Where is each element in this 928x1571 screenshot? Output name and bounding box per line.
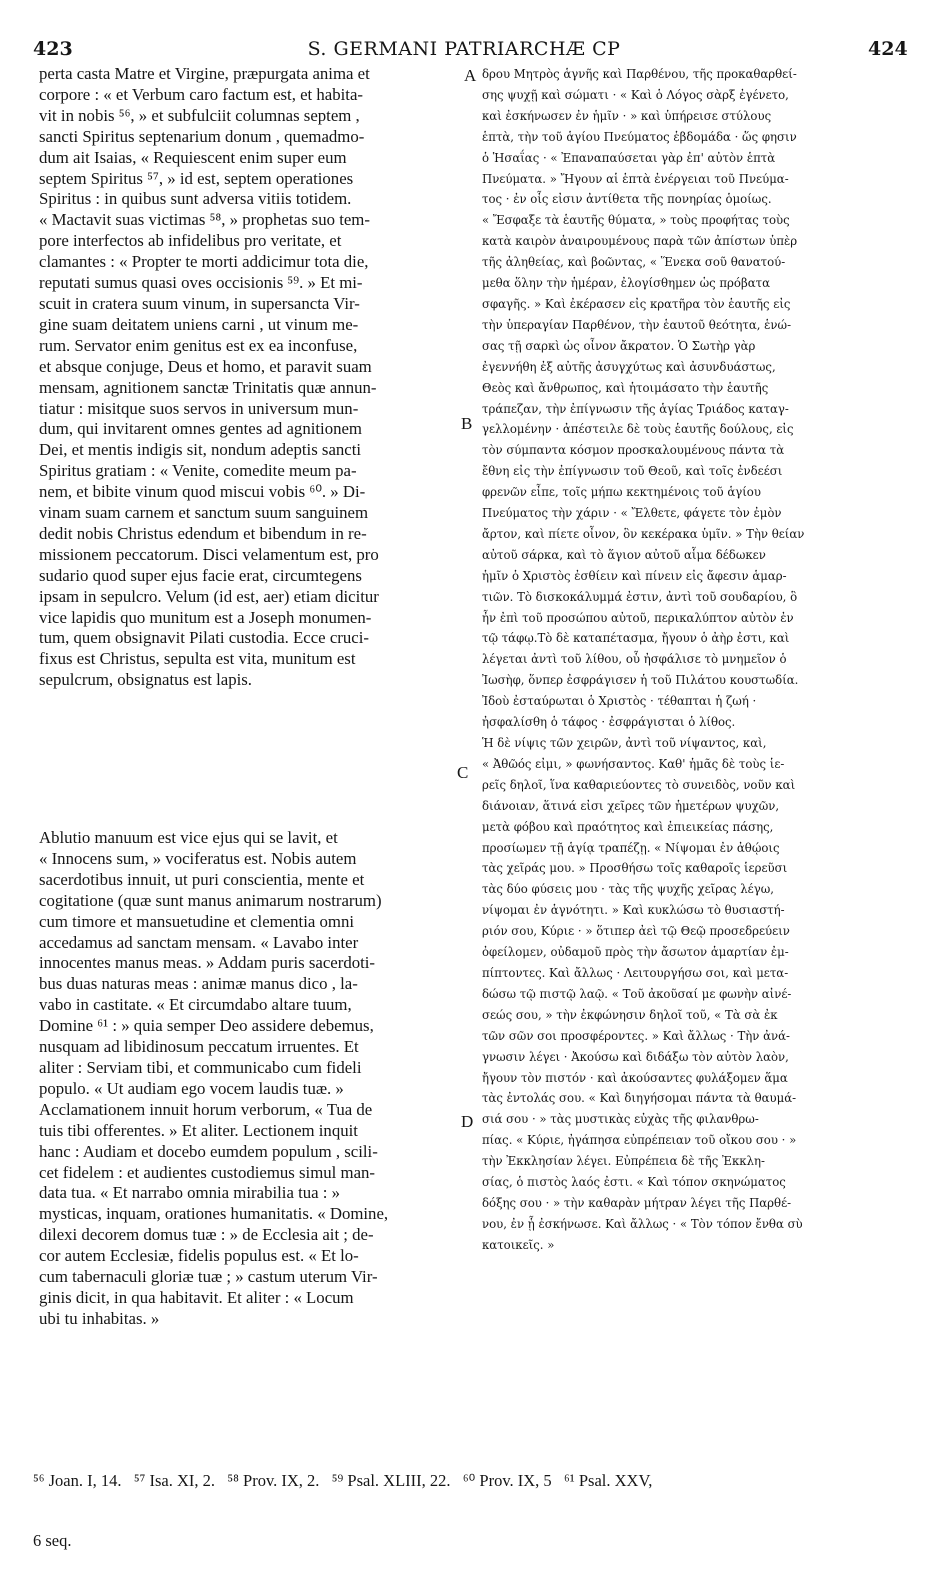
latin-line: cum tabernaculi gloriæ tuæ ; » castum uterum Vir- (39, 1267, 378, 1287)
latin-line: et absque conjuge, Deus et homo, et paravit suam (39, 356, 372, 376)
greek-line: τράπεζαν, τὴν ἐπίγνωσιν τῆς ἁγίας Τριάδος καταγ- (482, 401, 789, 416)
latin-line: data tua. « Et narrabo omnia mirabilia tua : » (39, 1183, 341, 1203)
greek-line: καὶ ἐσκήνωσεν ἐν ἡμῖν · » καὶ ὑπήρεισε στύλους (482, 108, 772, 123)
latin-line: aliter : Serviam tibi, et communicabo cum fideli (39, 1057, 362, 1077)
latin-line: bus duas naturas meas : animæ manus dico , la- (39, 974, 358, 994)
greek-line: ἠσφαλίσθη ὁ τάφος · ἐσφράγισται ὁ λίθος. (482, 715, 736, 730)
latin-line: vice lapidis quo munitum est a Joseph monumen- (39, 607, 372, 627)
greek-line: σίας, ὁ πιστὸς λαός ἐστι. « Καὶ τόπον σκηνώματος (482, 1175, 786, 1190)
latin-line: « Innocens sum, » vociferatus est. Nobis autem (39, 848, 357, 868)
greek-line: σεώς σου, » τὴν ἐκφώνησιν δηλοῖ τοῦ, « Τὰ σὰ ἐκ (482, 1007, 778, 1022)
greek-column (482, 64, 892, 1256)
greek-line: κατοικεῖς. » (482, 1237, 555, 1252)
greek-line: σιά σου · » τὰς μυστικὰς εὐχὰς τῆς φιλανθρω- (482, 1112, 759, 1127)
latin-line: mysticas, inquam, orationes humanitatis. « Domine, (39, 1204, 389, 1224)
latin-line: tuis tibi offerentes. » Et aliter. Lectionem inquit (39, 1120, 358, 1140)
greek-line: τὰς ἐντολάς σου. « Καὶ διηγήσομαι πάντα τὰ θαυμά- (482, 1091, 797, 1106)
latin-line: ginis dicit, in qua habitavit. Et aliter : « Locum (39, 1287, 354, 1307)
latin-line: dum, qui invitarent omnes gentes ad agnitionem (39, 419, 362, 439)
latin-line: vit in nobis ⁵⁶, » et subfulciit columnas septem , (39, 105, 360, 125)
greek-line: « Ἀθῶός εἰμι, » φωνήσαντος. Καθ' ἡμᾶς δὲ τοὺς ἱε- (482, 756, 785, 771)
latin-line: « Mactavit suas victimas ⁵⁸, » prophetas suo tem- (39, 210, 370, 230)
latin-line: cogitatione (quæ sunt manus animarum nostrarum) (39, 890, 382, 910)
latin-line: innocentes manus meas. » Addam puris sacerdoti- (39, 953, 376, 973)
latin-line: scuit in cratera suum vinum, in supersancta Vir- (39, 293, 360, 313)
greek-line: Ἡ δὲ νίψις τῶν χειρῶν, ἀντὶ τοῦ νίψαντος, καὶ, (482, 736, 767, 750)
margin-letter-d: D (461, 1112, 474, 1131)
greek-line: αὐτοῦ σάρκα, καὶ τὸ ἅγιον αὐτοῦ αἷμα δέδωκεν (482, 547, 766, 562)
latin-line: vabo in castitate. « Et circumdabo altare tuum, (39, 995, 352, 1015)
greek-line: νίψομαι ἐν ἁγνότητι. » Καὶ κυκλώσω τὸ θυσιαστή- (482, 903, 785, 918)
latin-line: rum. Servator enim genitus est ex ea inconfuse, (39, 335, 358, 355)
greek-line: τος · ἐν οἷς εἰσιν ἀντίθετα τῆς πονηρίας ὁμοίως. (482, 192, 772, 207)
greek-line: τῷ τάφῳ.Τὸ δὲ καταπέτασμα, ἤγουν ὁ ἀὴρ ἐστι, καὶ (482, 631, 790, 646)
footnotes (33, 1431, 903, 1571)
footnote-line-2: 6 seq. (33, 1531, 72, 1550)
running-head: S. GERMANI PATRIARCHÆ CP (307, 38, 621, 60)
greek-line: τιῶν. Τὸ δισκοκάλυμμά ἐστιν, ἀντὶ τοῦ σουδαρίου, ὃ (482, 589, 798, 604)
latin-line: nusquam ad libidinosum peccatum irruentes. Et (39, 1037, 359, 1057)
latin-line: tum, quem obsignavit Pilati custodia. Ecce cruci- (39, 628, 369, 648)
latin-line: accedamus ad sanctam mensam. « Lavabo inter (39, 932, 359, 952)
greek-line: γελλομένην · ἀπέστειλε δὲ τοὺς ἑαυτῆς δούλους, εἰς (482, 422, 794, 437)
greek-line: δώσω τῷ πιστῷ λαῷ. « Τοῦ ἀκοῦσαί με φωνὴν αἰνέ- (482, 986, 792, 1001)
greek-line: τὸν σύμπαντα κόσμον προσκαλουμένους πάντα τὰ (482, 443, 785, 458)
greek-line: διάνοιαν, ἅτινά εἰσι χεῖρες τῶν ἡμετέρων ψυχῶν, (482, 798, 780, 813)
latin-line: cum timore et mansuetudine et clementia omni (39, 911, 355, 931)
latin-line: reputati sumus quasi oves occisionis ⁵⁹. » Et mi- (39, 273, 363, 293)
latin-line: Spiritus gratiam : « Venite, comedite meum pa- (39, 461, 357, 481)
latin-line: fixus est Christus, sepulta est vita, munitum est (39, 649, 356, 669)
page-number-right: 424 (868, 38, 908, 60)
greek-line: Ἰωσὴφ, ὅνπερ ἐσφράγισεν ἡ τοῦ Πιλάτου κουστωδία. (482, 673, 799, 688)
greek-line: μεθα ὅλην τὴν ἡμέραν, ἐλογίσθημεν ὡς πρόβατα (482, 276, 770, 291)
greek-line: ἤγουν τὸν πιστόν · καὶ ἀκούσαντες φυλάξομεν ἅμα (482, 1070, 788, 1085)
greek-line: λέγεται ἀντὶ τοῦ λίθου, οὗ ἠσφάλισε τὸ μνημεῖον ὁ (482, 652, 787, 667)
page-number-left: 423 (33, 38, 73, 60)
greek-line: πίας. « Κύριε, ἠγάπησα εὐπρέπειαν τοῦ οἴκου σου · » (482, 1133, 797, 1148)
greek-line: φρενῶν εἶπε, τοῖς μήπω κεκτημένοις τοῦ ἁγίου (482, 485, 761, 500)
latin-line: sancti Spiritus septenarium donum , quemadmo- (39, 126, 365, 146)
greek-line: ἄρτον, καὶ πίετε οἶνον, ὃν κεκέρακα ὑμῖν. » Τὴν θείαν (482, 526, 805, 541)
latin-line: mensam, agnitionem sanctæ Trinitatis quæ annun- (39, 377, 377, 397)
greek-line: μετὰ φόβου καὶ πραότητος καὶ ἐπιεικείας πάσης, (482, 819, 774, 834)
latin-line: populo. « Ut audiam ego vocem laudis tuæ. » (39, 1078, 344, 1098)
greek-line: σας τῇ σαρκὶ ὡς οἶνον ἄκρατον. Ὁ Σωτὴρ γὰρ (482, 338, 756, 353)
greek-line: ὀφείλομεν, οὐδαμοῦ πρὸς τὴν ἄσωτον ἁμαρτίαν ἐμ- (482, 945, 789, 960)
greek-line: ἑπτὰ, τὴν τοῦ ἁγίου Πνεύματος ἑβδομάδα · ὥς φησιν (482, 129, 797, 144)
greek-line: δρου Μητρὸς ἁγνῆς καὶ Παρθένου, τῆς προκαθαρθεί- (482, 67, 797, 81)
greek-line: τὰς χεῖράς μου. » Προσθήσω τοῖς καθαροῖς ἱερεῦσι (482, 861, 788, 876)
greek-line: νου, ἐν ᾗ ἐσκήνωσε. Καὶ ἄλλως · « Τὸν τόπον ἔνθα σὺ (482, 1216, 803, 1231)
latin-line: gine suam deitatem uniens carni , ut vinum me- (39, 314, 359, 334)
latin-line: septem Spiritus ⁵⁷, » id est, septem operationes (39, 168, 354, 188)
greek-line: ριόν σου, Κύριε · » ὅτιπερ ἀεὶ τῷ Θεῷ προσεδρεύειν (482, 924, 790, 939)
latin-line: cet fidelem : et audientes custodiemus simul man- (39, 1162, 376, 1182)
latin-line: Domine ⁶¹ : » quia semper Deo assidere debemus, (39, 1016, 374, 1036)
greek-line: κατὰ καιρὸν ἀναιρουμένους παρὰ τῶν ἀπίστων ὑπὲρ (482, 234, 798, 249)
latin-column-section-2 (39, 828, 457, 1330)
margin-letter-a: A (464, 66, 477, 85)
latin-line: ipsam in sepulcro. Velum (id est, aer) etiam dicitur (39, 586, 379, 606)
greek-line: ἔθνη εἰς τὴν ἐπίγνωσιν τοῦ Θεοῦ, καὶ τοῖς ἐνδεέσι (482, 464, 783, 479)
latin-line: nem, et bibite vinum quod miscui vobis ⁶⁰. » Di- (39, 482, 366, 502)
greek-line: « Ἔσφαξε τὰ ἑαυτῆς θύματα, » τοὺς προφήτας τοὺς (482, 213, 790, 228)
latin-line: pore interfectos ab infidelibus pro veritate, et (39, 231, 342, 251)
greek-line: πίπτοντες. Καὶ ἄλλως · Λειτουργήσω σοι, καὶ μετα- (482, 965, 789, 980)
greek-line: σφαγῆς. » Καὶ ἐκέρασεν εἰς κρατῆρα τὸν ἑαυτῆς εἰς (482, 296, 791, 311)
latin-line: clamantes : « Propter te morti addicimur tota die, (39, 252, 369, 272)
greek-line: Θεὸς καὶ ἄνθρωπος, καὶ ἡτοιμάσατο τὴν ἑαυτῆς (482, 380, 769, 395)
greek-line: ὁ Ἡσαΐας · « Ἐπαναπαύσεται γὰρ ἐπ' αὐτὸν ἑπτὰ (482, 150, 776, 165)
latin-line: dilexi decorem domus tuæ : » de Ecclesia ait ; de- (39, 1225, 374, 1245)
latin-line: missionem peccatorum. Disci velamentum est, pro (39, 544, 379, 564)
footnote-line-1: ⁵⁶ Joan. I, 14. ⁵⁷ Isa. XI, 2. ⁵⁸ Prov. IX, 2. ⁵⁹ Psal. XLIII, 22. ⁶⁰ Prov. IX, 5 ⁶¹ Psal. XXV, (33, 1471, 653, 1490)
latin-line: dedit nobis Christus edendum et bibendum in re- (39, 523, 367, 543)
greek-line: τὴν ὑπεραγίαν Παρθένον, τὴν ἑαυτοῦ θεότητα, ἑνώ- (482, 317, 792, 332)
latin-line: Dei, et mentis indigis sit, nondum adeptis sancti (39, 440, 362, 460)
latin-line: vinam suam carnem et sanctum suum sanguinem (39, 503, 369, 523)
latin-line: Ablutio manuum est vice ejus qui se lavit, et (39, 828, 338, 847)
greek-line: τὴν Ἐκκλησίαν λέγει. Εὐπρέπεια δὲ τῆς Ἐκκλη- (482, 1154, 765, 1169)
latin-line: hanc : Audiam et docebo eumdem populum , scili- (39, 1141, 378, 1161)
latin-line: sepulcrum, obsignatus est lapis. (39, 670, 253, 690)
greek-line: ρεῖς δηλοῖ, ἵνα καθαριεύοντες τὸ συνειδὸς, νοῦν καὶ (482, 777, 796, 792)
margin-letter-c: C (457, 763, 469, 782)
latin-line: sudario quod super ejus facie erat, circumtegens (39, 565, 362, 585)
latin-line: dum ait Isaias, « Requiescent enim super eum (39, 147, 347, 167)
greek-line: ἡμῖν ὁ Χριστὸς ἐσθίειν καὶ πίνειν εἰς ἄφεσιν ἁμαρ- (482, 568, 787, 583)
greek-line: προσίωμεν τῇ ἁγίᾳ τραπέζῃ. « Νίψομαι ἐν ἀθῴοις (482, 840, 780, 855)
greek-line: δόξης σου · » τὴν καθαρὰν μήτραν λέγει τῆς Παρθέ- (482, 1195, 792, 1210)
greek-line: τῆς ἀληθείας, καὶ βοῶντας, « Ἕνεκα σοῦ θανατού- (482, 255, 786, 270)
latin-line: sacerdotibus innuit, ut puri conscientia, mente et (39, 869, 365, 889)
latin-line: ubi tu inhabitas. » (39, 1308, 160, 1328)
greek-line: τὰς δύο φύσεις μου · τὰς τῆς ψυχῆς χεῖρας λέγω, (482, 882, 774, 897)
latin-column (39, 64, 457, 691)
greek-line: Πνεύματα. » Ἤγουν αἱ ἑπτὰ ἐνέργειαι τοῦ Πνεύμα- (482, 171, 789, 186)
latin-line: Acclamationem innuit horum verborum, « Tua de (39, 1099, 373, 1119)
latin-line: corpore : « et Verbum caro factum est, et habita- (39, 84, 363, 104)
greek-line: ἐγεννήθη ἐξ αὐτῆς ἀσυγχύτως καὶ ἀσυνδυάστως, (482, 359, 776, 374)
latin-line: tiatur : misitque suos servos in universum mun- (39, 398, 359, 418)
greek-line: Πνεύματος τὴν χάριν · « Ἔλθετε, φάγετε τὸν ἐμὸν (482, 506, 782, 521)
greek-line: σης ψυχῇ καὶ σώματι · « Καὶ ὁ Λόγος σὰρξ ἐγένετο, (482, 87, 789, 102)
latin-line: perta casta Matre et Virgine, præpurgata anima et (39, 64, 370, 83)
greek-line: Ἰδοὺ ἐσταύρωται ὁ Χριστὸς · τέθαπται ἡ ζωή · (482, 694, 757, 709)
latin-line: Spiritus : in quibus sunt adversa vitiis totidem. (39, 189, 352, 209)
latin-line: cor autem Ecclesiæ, fidelis populus est. « Et lo- (39, 1246, 359, 1266)
greek-line: ἦν ἐπὶ τοῦ προσώπου αὐτοῦ, περικαλύπτον αὐτὸν ἐν (482, 610, 794, 625)
greek-line: γνωσιν λέγει · Ἀκούσω καὶ διδάξω τὸν αὐτὸν λαὸν, (482, 1049, 789, 1064)
greek-line: τῶν σῶν σοι προσφέροντες. » Καὶ ἄλλως · Τὴν ἀνά- (482, 1028, 790, 1043)
margin-letter-b: B (461, 414, 473, 433)
